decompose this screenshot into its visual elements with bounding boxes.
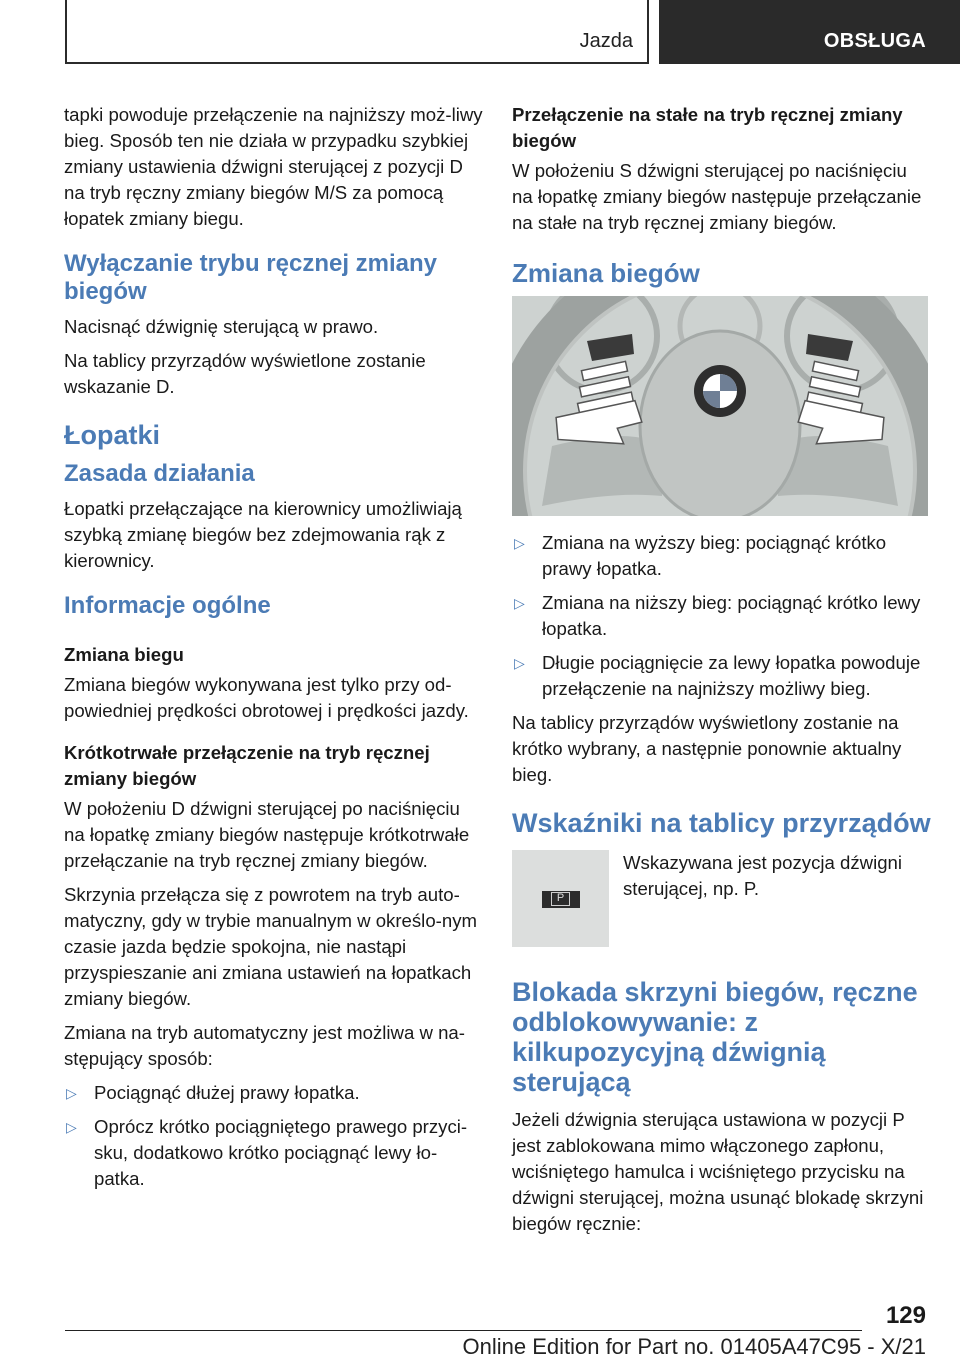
left-bullet-list [64,1080,484,1192]
heading-gear-shifting: Zmiana biegów [512,258,700,288]
list-item: ▷ Pociągnąć dłużej prawy łopatka. [64,1080,484,1106]
list-item: ▷ Zmiana na niższy bieg: pociągnąć krótko lewy łopatka. [514,592,921,639]
triangle-bullet-icon: ▷ [514,535,525,551]
paragraph-gear-change: Zmiana biegów wykonywana jest tylko przy od‐powiedniej prędkości obrotowej i prędkości jazdy. [64,674,469,721]
footer-divider [65,1330,862,1331]
paragraph-permanent-manual: W położeniu S dźwigni sterującej po naciśnięciu na łopatkę zmiany biegów następuje przełączanie na stałe na tryb ręcznej zmiany biegów. [512,160,922,233]
paragraph-gear-lock: Jeżeli dźwignia sterująca ustawiona w pozycji P jest zablokowana mimo włączonego zapłonu, wciśniętego hamulca i wciśniętego przycisku na dźwigni sterującej, można usunąć blokadę skrzyni biegów ręcznie: [512,1109,924,1234]
header-chapter-box [659,0,960,64]
right-bullet-list [512,530,932,702]
subheading-gear-change: Zmiana biegu [64,644,184,665]
heading-gear-lock: Blokada skrzyni biegów, ręczne odblokowywanie: z kilkupozycyjną dźwignią sterującą [512,977,918,1097]
triangle-bullet-icon: ▷ [514,655,525,671]
paragraph-indicator: Wskazywana jest pozycja dźwigni sterującej, np. P. [623,852,903,899]
triangle-bullet-icon: ▷ [66,1119,77,1135]
paragraph-display-gear: Na tablicy przyrządów wyświetlony zostanie na krótko wybrany, a następnie ponownie aktualny bieg. [512,712,902,785]
paragraph-temporary-manual-3: Zmiana na tryb automatyczny jest możliwa w na‐stępujący sposób: [64,1022,465,1069]
paragraph-temporary-manual-1: W położeniu D dźwigni sterującej po naciśnięciu na łopatkę zmiany biegów następuje krótkotrwałe przełączanie na tryb ręcznej zmiany biegów. [64,798,470,871]
heading-principle: Zasada działania [64,460,255,487]
triangle-bullet-icon: ▷ [66,1085,77,1101]
paragraph-principle: Łopatki przełączające na kierownicy umożliwiają szybką zmianę biegów bez zdejmowania rąk z kierownicy. [64,498,462,571]
subheading-temporary-manual: Krótkotrwałe przełączenie na tryb ręcznej zmiany biegów [64,742,430,789]
list-item: ▷ Zmiana na wyższy bieg: pociągnąć krótko prawy łopatka. [514,532,887,579]
heading-general-info: Informacje ogólne [64,592,271,619]
paragraph-manual-off-2: Na tablicy przyrządów wyświetlone zostanie wskazanie D. [64,350,426,397]
left-column [64,102,484,1200]
list-item: ▷ Długie pociągnięcie za lewy łopatka powoduje przełączenie na najniższy możliwy bieg. [514,652,921,699]
steering-wheel-illustration [512,296,928,516]
list-item: ▷ Oprócz krótko pociągniętego prawego przyci‐sku, dodatkowo krótko pociągnąć lewy ło‐patka. [66,1116,468,1189]
gear-letter: P [551,892,570,906]
right-column [512,102,932,1245]
section-title: Jazda [579,30,633,52]
triangle-bullet-icon: ▷ [514,595,525,611]
subheading-permanent-manual: Przełączenie na stałe na tryb ręcznej zmiany biegów [512,104,903,151]
heading-paddles: Łopatki [64,420,161,450]
indicator-row [512,850,932,947]
gear-display [542,891,580,908]
header-section-box [65,0,649,64]
gear-indicator-image [512,850,609,947]
paragraph-temporary-manual-2: Skrzynia przełącza się z powrotem na tryb auto‐matyczny, gdy w trybie manualnym w określo‐nym czasie jazda będzie spokojna, nie nastąpi przyspieszanie ani zmiana ustawień na łopatkach zmiany biegów. [64,884,477,1009]
heading-instrument-indicators: Wskaźniki na tablicy przyrządów [512,808,931,838]
page-number: 129 [885,1302,926,1329]
steering-wheel-image [512,296,928,516]
heading-manual-off: Wyłączanie trybu ręcznej zmiany biegów [64,250,438,305]
intro-paragraph: tapki powoduje przełączenie na najniższy moż‐liwy bieg. Sposób ten nie działa w przypadku szybkiej zmiany ustawienia dźwigni sterującej z pozycji D na tryb ręczny zmiany biegów M/S za pomocą łopatek zmiany biegu. [64,104,483,229]
footer-edition: Online Edition for Part no. 01405A47C95 - X/21 [462,1334,926,1359]
chapter-title: OBSŁUGA [823,30,926,52]
paragraph-manual-off-1: Nacisnąć dźwignię sterującą w prawo. [64,316,379,337]
